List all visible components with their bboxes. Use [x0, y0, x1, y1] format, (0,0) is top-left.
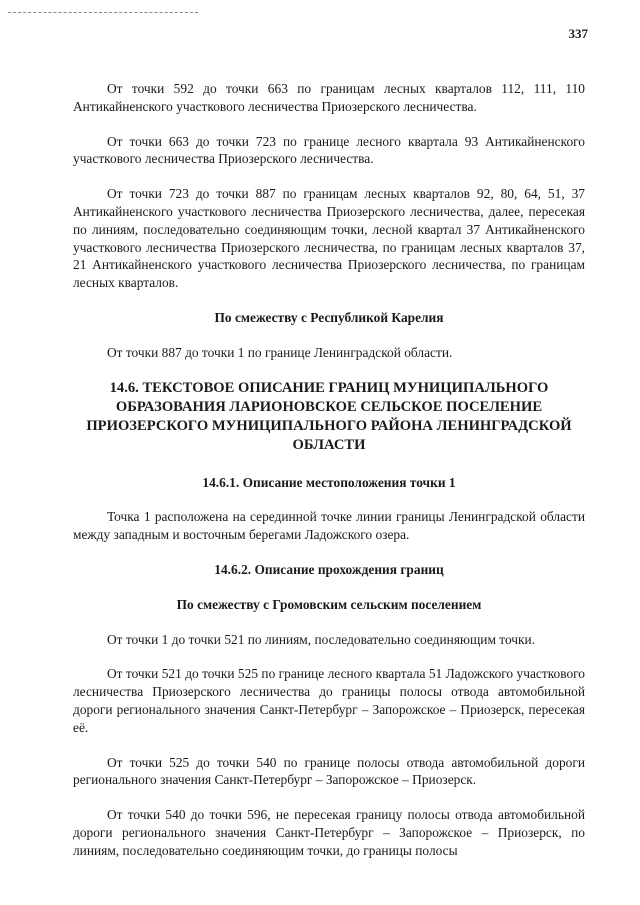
- paragraph: От точки 540 до точки 596, не пересекая границу полосы отвода автомобильной дороги регионального значения Санкт-Петербург – Запорожское – Приозерск, по линиям, последовательно соединяющим точки, до границы полосы: [73, 807, 585, 858]
- page-number: 337: [568, 26, 588, 41]
- scan-artifact-line: [8, 12, 198, 13]
- paragraph: От точки 521 до точки 525 по границе лесного квартала 51 Ладожского участкового лесничества Приозерского лесничества до границы полосы отвода автомобильной дороги регионального значения Санкт-Петербург – Запорожское – Приозерск, пересекая её.: [73, 666, 585, 735]
- subsection-heading: 14.6.1. Описание местоположения точки 1: [202, 474, 456, 490]
- subheading: По смежеству с Громовским сельским поселением: [176, 596, 482, 612]
- paragraph: От точки 525 до точки 540 по границе полосы отвода автомобильной дороги регионального значения Санкт-Петербург – Запорожское – Приозерск.: [73, 754, 585, 788]
- section-heading: 14.6. ТЕКСТОВОЕ ОПИСАНИЕ ГРАНИЦ МУНИЦИПАЛЬНОГО ОБРАЗОВАНИЯ ЛАРИОНОВСКОЕ СЕЛЬСКОЕ ПОСЕЛЕНИЕ ПРИОЗЕРСКОГО МУНИЦИПАЛЬНОГО РАЙОНА ЛЕНИНГРАДСКОЙ ОБЛАСТИ: [86, 379, 572, 453]
- paragraph: Точка 1 расположена на серединной точке линии границы Ленинградской области между западным и восточным берегами Ладожского озера.: [73, 509, 585, 543]
- paragraph: От точки 723 до точки 887 по границам лесных кварталов 92, 80, 64, 51, 37 Антикайненского участкового лесничества Приозерского лесничества, далее, пересекая по линиям, последовательно соединяющим точки, лесной квартал 37 Антикайненского участкового лесничества Приозерского лесничества, по границам лесных кварталов 37, 21 Антикайненского участкового лесничества Приозерского лесничества, по границам лесных кварталов.: [73, 186, 585, 291]
- subheading: По смежеству с Республикой Карелия: [214, 309, 444, 325]
- paragraph: От точки 1 до точки 521 по линиям, последовательно соединяющим точки.: [107, 631, 536, 647]
- paragraph: От точки 887 до точки 1 по границе Ленинградской области.: [107, 344, 453, 360]
- document-body: [73, 80, 585, 877]
- paragraph: От точки 592 до точки 663 по границам лесных кварталов 112, 111, 110 Антикайненского участкового лесничества Приозерского лесничества.: [73, 81, 585, 114]
- paragraph: От точки 663 до точки 723 по границе лесного квартала 93 Антикайненского участкового лесничества Приозерского лесничества.: [73, 133, 585, 167]
- subsection-heading: 14.6.2. Описание прохождения границ: [214, 561, 444, 577]
